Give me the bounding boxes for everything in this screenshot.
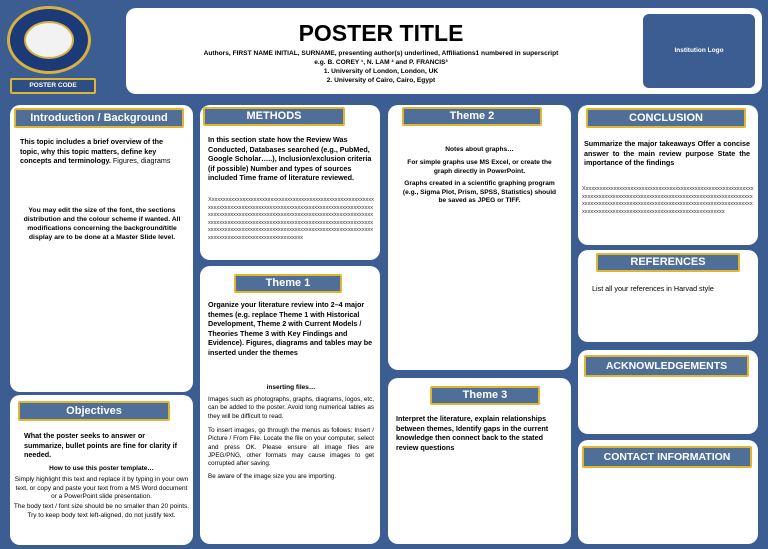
references-body: List all your references in Harvad style — [592, 284, 714, 293]
affiliation-2: 2. University of Cairo, Cairo, Egypt — [326, 77, 436, 84]
theme1-heading: Theme 1 — [234, 274, 342, 293]
methods-heading: METHODS — [203, 107, 345, 126]
files-p1: Images such as photographs, graphs, diagrams, logos, etc, can be added to the poster. Avoid long numerical tables as they will be difficult to read. — [208, 396, 374, 420]
conclusion-filler: Xxxxxxxxxxxxxxxxxxxxxxxxxxxxxxxxxxxxxxxxxxxxxxxxxxxxxxxxxxxxxxxxxxxxxxxxxxxxxxxxxxxxxxxxxxxxxxxxxxxxxxxxxxxxxxxxxxxxxxxxxxxxxxxxxxxxxxxxxxxxxxxxxxxxxxxxxxxxxxxxxxxxxxxxxxxxxxxxxxxxxxxxxxxxxxxxxxxxxxxxxxxxxxxxxxxxxxxxxxxxxxxxxxxxxxxxxx — [582, 186, 754, 215]
acknowledgements-heading: ACKNOWLEDGEMENTS — [584, 355, 749, 377]
intro-body-bold: This topic includes a brief overview of the topic, why this topic matters, define key concepts and terminology. — [20, 137, 163, 165]
title-panel — [126, 8, 762, 94]
theme2-notes-title: Notes about graphs… — [445, 146, 514, 153]
logo-emblem-icon — [24, 21, 74, 59]
conclusion-body: Summarize the major takeaways Offer a concise answer to the main review purpose State the importance of the findings — [584, 139, 750, 167]
affiliation-1: 1. University of London, London, UK — [323, 68, 439, 75]
howto-body: Simply highlight this text and replace it by typing in your own text, or copy and paste your text from a MS Word document or a PowerPoint slide presentation. — [14, 476, 189, 501]
intro-body — [20, 137, 180, 166]
theme1-panel — [200, 266, 380, 544]
intro-note: You may edit the size of the font, the sections distribution and the colour scheme if wanted. All modifications concerning the background/title display are to be done at a Master Slide level. — [23, 207, 181, 241]
methods-panel — [200, 105, 380, 260]
institution-logo-box: Institution Logo — [643, 14, 755, 88]
intro-heading: Introduction / Background — [14, 108, 184, 128]
theme2-heading: Theme 2 — [402, 107, 542, 126]
authors-line: Authors, FIRST NAME INITIAL, SURNAME, presenting author(s) underlined, Affiliations1 numbered in superscript — [203, 50, 559, 57]
references-heading: REFERENCES — [596, 253, 740, 272]
society-logo — [7, 6, 91, 74]
files-p2: To insert images, go through the menus as follows: Insert / Picture / From File. Locate the file on your computer, select and press OK. Please ensure all image files are JPEG/PNG, other formats may cause images to get corrupted after saving. — [208, 427, 374, 468]
poster-code-label: POSTER CODE — [10, 78, 96, 94]
authors-example: e.g. B. COREY ¹, N. LAM ² and P. FRANCIS³ — [314, 59, 448, 66]
methods-filler: Xxxxxxxxxxxxxxxxxxxxxxxxxxxxxxxxxxxxxxxxxxxxxxxxxxxxxxxxxxxxxxxxxxxxxxxxxxxxxxxxxxxxxxxxxxxxxxxxxxxxxxxxxxxxxxxxxxxxxxxxxxxxxxxxxxxxxxxxxxxxxxxxxxxxxxxxxxxxxxxxxxxxxxxxxxxxxxxxxxxxxxxxxxxxxxxxxxxxxxxxxxxxxxxxxxxxxxxxxxxxxxxxxxxxxxxxxxxxxxxxxxxxxxxxxxxxxxxxxxxxxxxxxxxxxxxxxxxxxxxxxxxxxxxxxxxxxxxxxxxxxxxxxxxxxxxxxxxxxxxxxxxxxxxxx — [208, 197, 374, 241]
conclusion-heading: CONCLUSION — [586, 108, 746, 128]
font-size-note: The body text / font size should be no smaller than 20 points. Try to keep body text left-aligned, do not justify text. — [13, 503, 190, 519]
theme3-heading: Theme 3 — [430, 386, 540, 405]
theme3-body: Interpret the literature, explain relationships between themes, Identify gaps in the current knowledge then connect back to the stated review questions — [396, 414, 549, 452]
theme2-panel — [388, 105, 571, 370]
intro-panel — [10, 105, 193, 392]
contact-heading: CONTACT INFORMATION — [582, 446, 752, 468]
files-title: inserting files… — [266, 384, 316, 391]
theme1-body: Organize your literature review into 2–4 major themes (e.g. replace Theme 1 with Historical Development, Theme 2 with Current Models / Theories Theme 3 with Key Findings and Evidence). Figures, diagrams and tables may be inserted under the themes — [208, 300, 373, 357]
methods-body: In this section state how the Review Was Conducted, Databases searched (e.g., PubMed, Google Scholar…..), Inclusion/exclusion criteria (if possible) Number and types of sources included Time frame of literature reviewed. — [208, 135, 372, 182]
howto-title: How to use this poster template… — [49, 465, 154, 472]
intro-body-tail: Figures, diagrams — [112, 156, 171, 165]
theme2-p2: Graphs created in a scientific graphing program (e.g., Sigma Plot, Prism, SPSS, Statistics) should be saved as JPEG or TIFF. — [402, 180, 557, 205]
files-p3: Be aware of the image size you are importing. — [208, 473, 337, 480]
objectives-heading: Objectives — [18, 401, 170, 421]
objectives-body: What the poster seeks to answer or summarize, bullet points are fine for clarity if needed. — [24, 431, 177, 459]
poster-title: POSTER TITLE — [298, 20, 464, 46]
theme2-p1: For simple graphs use MS Excel, or create the graph directly in PowerPoint. — [407, 159, 552, 175]
